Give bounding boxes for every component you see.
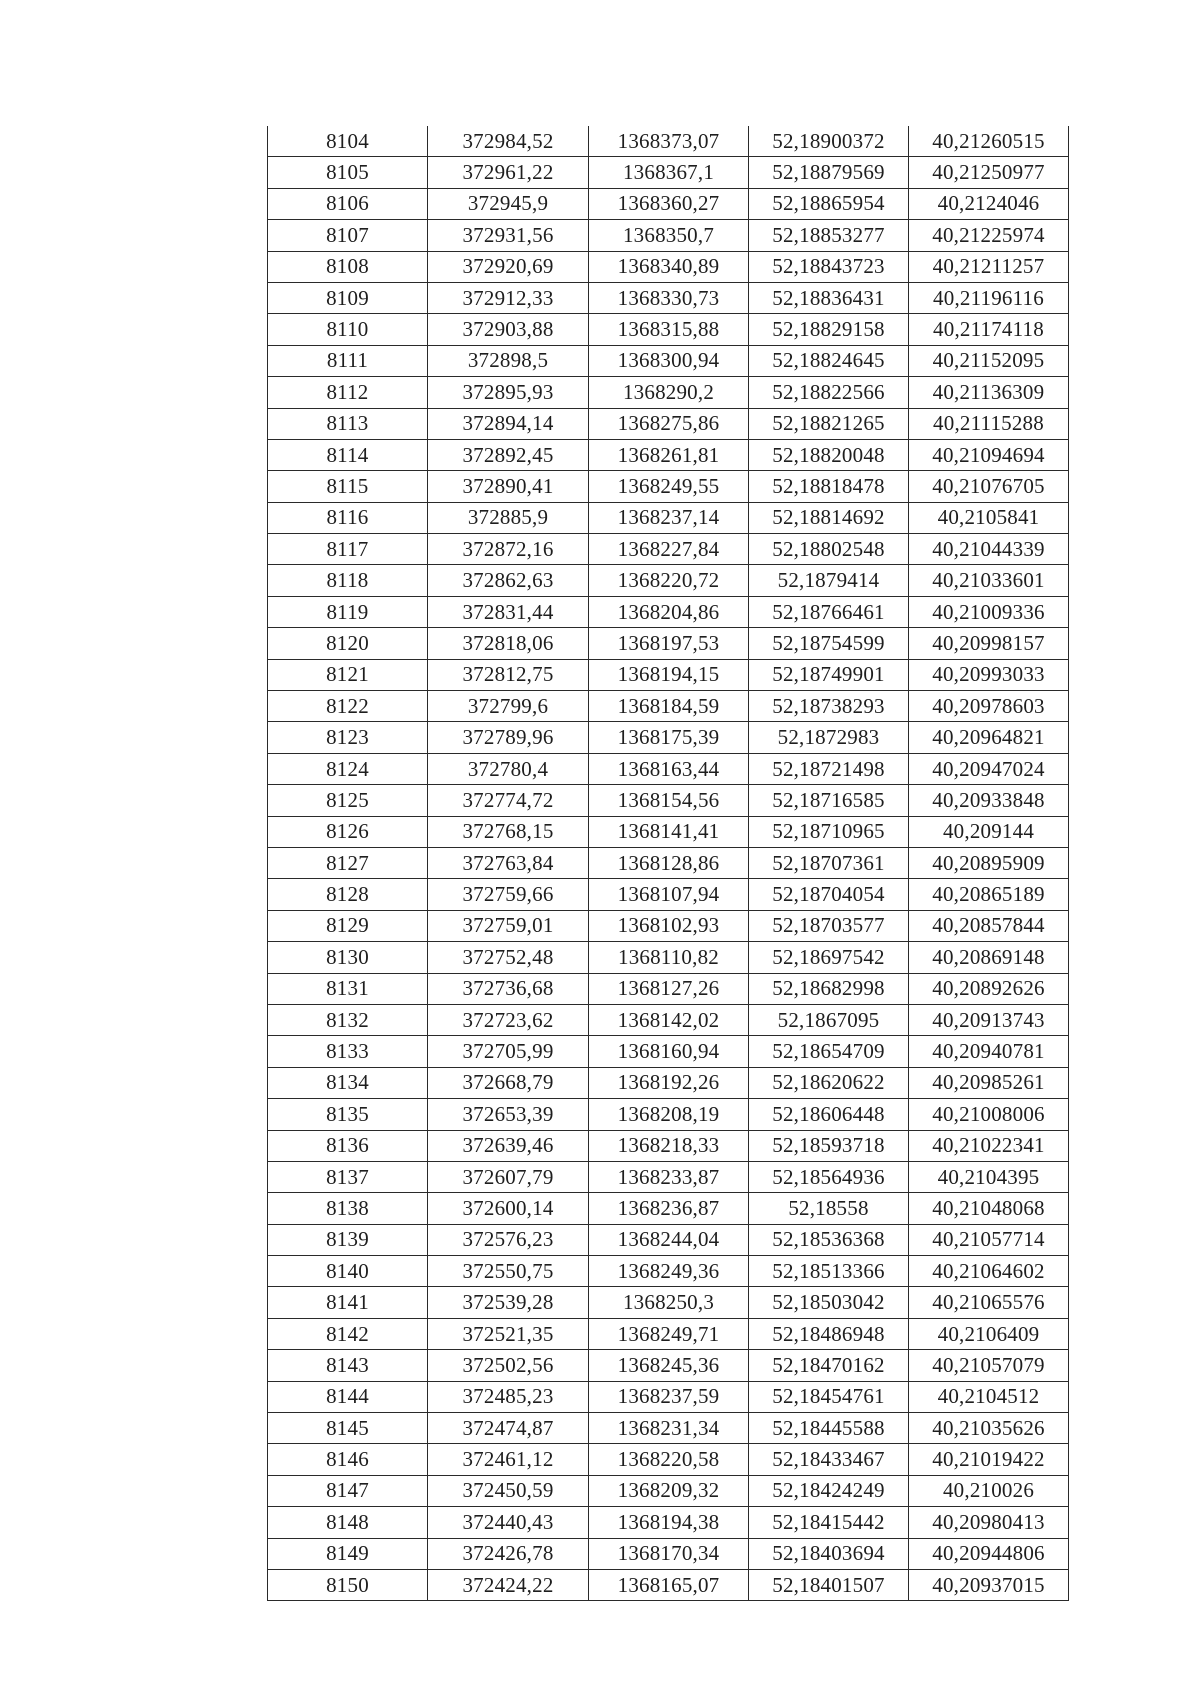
- longitude-cell: 40,21174118: [909, 314, 1069, 345]
- y-coordinate-cell: 1368250,3: [589, 1287, 749, 1318]
- longitude-cell: 40,2104512: [909, 1381, 1069, 1412]
- table-row: [268, 659, 1069, 690]
- x-coordinate-cell: 372912,33: [428, 282, 589, 313]
- x-coordinate-cell: 372440,43: [428, 1507, 589, 1538]
- latitude-cell: 52,18802548: [749, 534, 909, 565]
- point-number-cell: 8114: [268, 439, 428, 470]
- latitude-cell: 52,18536368: [749, 1224, 909, 1255]
- y-coordinate-cell: 1368249,36: [589, 1256, 749, 1287]
- y-coordinate-cell: 1368360,27: [589, 188, 749, 219]
- y-coordinate-cell: 1368128,86: [589, 847, 749, 878]
- latitude-cell: 52,18513366: [749, 1256, 909, 1287]
- latitude-cell: 52,18707361: [749, 847, 909, 878]
- latitude-cell: 52,18401507: [749, 1569, 909, 1600]
- latitude-cell: 52,18818478: [749, 471, 909, 502]
- x-coordinate-cell: 372474,87: [428, 1413, 589, 1444]
- table-row: [268, 1538, 1069, 1569]
- table-row: [268, 439, 1069, 470]
- table-row: [268, 1099, 1069, 1130]
- y-coordinate-cell: 1368218,33: [589, 1130, 749, 1161]
- x-coordinate-cell: 372945,9: [428, 188, 589, 219]
- longitude-cell: 40,20869148: [909, 942, 1069, 973]
- table-row: [268, 1569, 1069, 1600]
- latitude-cell: 52,18900372: [749, 126, 909, 157]
- point-number-cell: 8132: [268, 1004, 428, 1035]
- longitude-cell: 40,21019422: [909, 1444, 1069, 1475]
- x-coordinate-cell: 372903,88: [428, 314, 589, 345]
- point-number-cell: 8126: [268, 816, 428, 847]
- y-coordinate-cell: 1368300,94: [589, 345, 749, 376]
- latitude-cell: 52,18821265: [749, 408, 909, 439]
- coordinates-table: [267, 126, 1069, 1601]
- y-coordinate-cell: 1368127,26: [589, 973, 749, 1004]
- point-number-cell: 8109: [268, 282, 428, 313]
- longitude-cell: 40,20892626: [909, 973, 1069, 1004]
- table-row: [268, 565, 1069, 596]
- point-number-cell: 8108: [268, 251, 428, 282]
- point-number-cell: 8130: [268, 942, 428, 973]
- y-coordinate-cell: 1368245,36: [589, 1350, 749, 1381]
- x-coordinate-cell: 372424,22: [428, 1569, 589, 1600]
- x-coordinate-cell: 372639,46: [428, 1130, 589, 1161]
- x-coordinate-cell: 372812,75: [428, 659, 589, 690]
- longitude-cell: 40,20993033: [909, 659, 1069, 690]
- y-coordinate-cell: 1368237,14: [589, 502, 749, 533]
- longitude-cell: 40,21057714: [909, 1224, 1069, 1255]
- x-coordinate-cell: 372705,99: [428, 1036, 589, 1067]
- x-coordinate-cell: 372920,69: [428, 251, 589, 282]
- latitude-cell: 52,1867095: [749, 1004, 909, 1035]
- point-number-cell: 8121: [268, 659, 428, 690]
- table-row: [268, 1256, 1069, 1287]
- table-row: [268, 471, 1069, 502]
- longitude-cell: 40,21152095: [909, 345, 1069, 376]
- latitude-cell: 52,18710965: [749, 816, 909, 847]
- table-row: [268, 220, 1069, 251]
- table-row: [268, 1350, 1069, 1381]
- point-number-cell: 8136: [268, 1130, 428, 1161]
- x-coordinate-cell: 372931,56: [428, 220, 589, 251]
- point-number-cell: 8142: [268, 1318, 428, 1349]
- y-coordinate-cell: 1368160,94: [589, 1036, 749, 1067]
- x-coordinate-cell: 372759,66: [428, 879, 589, 910]
- table-row: [268, 345, 1069, 376]
- latitude-cell: 52,18766461: [749, 596, 909, 627]
- point-number-cell: 8141: [268, 1287, 428, 1318]
- longitude-cell: 40,21115288: [909, 408, 1069, 439]
- longitude-cell: 40,21211257: [909, 251, 1069, 282]
- y-coordinate-cell: 1368141,41: [589, 816, 749, 847]
- latitude-cell: 52,18721498: [749, 753, 909, 784]
- x-coordinate-cell: 372831,44: [428, 596, 589, 627]
- table-row: [268, 785, 1069, 816]
- table-row: [268, 251, 1069, 282]
- point-number-cell: 8140: [268, 1256, 428, 1287]
- latitude-cell: 52,18865954: [749, 188, 909, 219]
- longitude-cell: 40,21048068: [909, 1193, 1069, 1224]
- x-coordinate-cell: 372984,52: [428, 126, 589, 157]
- longitude-cell: 40,21064602: [909, 1256, 1069, 1287]
- latitude-cell: 52,18703577: [749, 910, 909, 941]
- table-row: [268, 1413, 1069, 1444]
- point-number-cell: 8145: [268, 1413, 428, 1444]
- longitude-cell: 40,21008006: [909, 1099, 1069, 1130]
- longitude-cell: 40,21033601: [909, 565, 1069, 596]
- x-coordinate-cell: 372607,79: [428, 1161, 589, 1192]
- longitude-cell: 40,21136309: [909, 377, 1069, 408]
- longitude-cell: 40,2124046: [909, 188, 1069, 219]
- x-coordinate-cell: 372521,35: [428, 1318, 589, 1349]
- table-row: [268, 282, 1069, 313]
- latitude-cell: 52,18433467: [749, 1444, 909, 1475]
- y-coordinate-cell: 1368194,15: [589, 659, 749, 690]
- point-number-cell: 8134: [268, 1067, 428, 1098]
- y-coordinate-cell: 1368175,39: [589, 722, 749, 753]
- table-row: [268, 1036, 1069, 1067]
- y-coordinate-cell: 1368261,81: [589, 439, 749, 470]
- x-coordinate-cell: 372502,56: [428, 1350, 589, 1381]
- x-coordinate-cell: 372768,15: [428, 816, 589, 847]
- table-row: [268, 942, 1069, 973]
- table-row: [268, 157, 1069, 188]
- latitude-cell: 52,18606448: [749, 1099, 909, 1130]
- longitude-cell: 40,209144: [909, 816, 1069, 847]
- point-number-cell: 8123: [268, 722, 428, 753]
- y-coordinate-cell: 1368275,86: [589, 408, 749, 439]
- x-coordinate-cell: 372894,14: [428, 408, 589, 439]
- x-coordinate-cell: 372895,93: [428, 377, 589, 408]
- longitude-cell: 40,20857844: [909, 910, 1069, 941]
- table-row: [268, 314, 1069, 345]
- table-row: [268, 1004, 1069, 1035]
- point-number-cell: 8128: [268, 879, 428, 910]
- longitude-cell: 40,20998157: [909, 628, 1069, 659]
- table-row: [268, 1381, 1069, 1412]
- point-number-cell: 8137: [268, 1161, 428, 1192]
- y-coordinate-cell: 1368194,38: [589, 1507, 749, 1538]
- point-number-cell: 8127: [268, 847, 428, 878]
- x-coordinate-cell: 372450,59: [428, 1475, 589, 1506]
- x-coordinate-cell: 372780,4: [428, 753, 589, 784]
- x-coordinate-cell: 372736,68: [428, 973, 589, 1004]
- longitude-cell: 40,20937015: [909, 1569, 1069, 1600]
- latitude-cell: 52,18564936: [749, 1161, 909, 1192]
- longitude-cell: 40,210026: [909, 1475, 1069, 1506]
- y-coordinate-cell: 1368102,93: [589, 910, 749, 941]
- table-row: [268, 1161, 1069, 1192]
- point-number-cell: 8106: [268, 188, 428, 219]
- point-number-cell: 8105: [268, 157, 428, 188]
- longitude-cell: 40,20944806: [909, 1538, 1069, 1569]
- longitude-cell: 40,20964821: [909, 722, 1069, 753]
- longitude-cell: 40,21225974: [909, 220, 1069, 251]
- longitude-cell: 40,21250977: [909, 157, 1069, 188]
- x-coordinate-cell: 372485,23: [428, 1381, 589, 1412]
- table-row: [268, 408, 1069, 439]
- point-number-cell: 8104: [268, 126, 428, 157]
- point-number-cell: 8139: [268, 1224, 428, 1255]
- table-row: [268, 1475, 1069, 1506]
- y-coordinate-cell: 1368184,59: [589, 691, 749, 722]
- longitude-cell: 40,20913743: [909, 1004, 1069, 1035]
- longitude-cell: 40,20940781: [909, 1036, 1069, 1067]
- latitude-cell: 52,18697542: [749, 942, 909, 973]
- x-coordinate-cell: 372653,39: [428, 1099, 589, 1130]
- table-row: [268, 910, 1069, 941]
- table-row: [268, 1067, 1069, 1098]
- point-number-cell: 8150: [268, 1569, 428, 1600]
- longitude-cell: 40,21044339: [909, 534, 1069, 565]
- latitude-cell: 52,18836431: [749, 282, 909, 313]
- point-number-cell: 8133: [268, 1036, 428, 1067]
- table-row: [268, 847, 1069, 878]
- x-coordinate-cell: 372550,75: [428, 1256, 589, 1287]
- table-row: [268, 596, 1069, 627]
- point-number-cell: 8112: [268, 377, 428, 408]
- y-coordinate-cell: 1368233,87: [589, 1161, 749, 1192]
- x-coordinate-cell: 372789,96: [428, 722, 589, 753]
- latitude-cell: 52,18843723: [749, 251, 909, 282]
- y-coordinate-cell: 1368154,56: [589, 785, 749, 816]
- latitude-cell: 52,18424249: [749, 1475, 909, 1506]
- latitude-cell: 52,18558: [749, 1193, 909, 1224]
- latitude-cell: 52,18879569: [749, 157, 909, 188]
- y-coordinate-cell: 1368237,59: [589, 1381, 749, 1412]
- point-number-cell: 8125: [268, 785, 428, 816]
- latitude-cell: 52,18738293: [749, 691, 909, 722]
- latitude-cell: 52,18654709: [749, 1036, 909, 1067]
- y-coordinate-cell: 1368330,73: [589, 282, 749, 313]
- x-coordinate-cell: 372539,28: [428, 1287, 589, 1318]
- y-coordinate-cell: 1368192,26: [589, 1067, 749, 1098]
- longitude-cell: 40,21035626: [909, 1413, 1069, 1444]
- x-coordinate-cell: 372763,84: [428, 847, 589, 878]
- x-coordinate-cell: 372723,62: [428, 1004, 589, 1035]
- y-coordinate-cell: 1368204,86: [589, 596, 749, 627]
- y-coordinate-cell: 1368290,2: [589, 377, 749, 408]
- y-coordinate-cell: 1368110,82: [589, 942, 749, 973]
- y-coordinate-cell: 1368315,88: [589, 314, 749, 345]
- y-coordinate-cell: 1368163,44: [589, 753, 749, 784]
- table-row: [268, 1130, 1069, 1161]
- x-coordinate-cell: 372961,22: [428, 157, 589, 188]
- y-coordinate-cell: 1368249,71: [589, 1318, 749, 1349]
- latitude-cell: 52,18749901: [749, 659, 909, 690]
- y-coordinate-cell: 1368197,53: [589, 628, 749, 659]
- latitude-cell: 52,18820048: [749, 439, 909, 470]
- point-number-cell: 8131: [268, 973, 428, 1004]
- table-row: [268, 628, 1069, 659]
- point-number-cell: 8115: [268, 471, 428, 502]
- table-row: [268, 502, 1069, 533]
- table-row: [268, 188, 1069, 219]
- y-coordinate-cell: 1368208,19: [589, 1099, 749, 1130]
- coordinates-table-body: [268, 126, 1069, 1601]
- table-row: [268, 1318, 1069, 1349]
- longitude-cell: 40,21260515: [909, 126, 1069, 157]
- point-number-cell: 8124: [268, 753, 428, 784]
- table-row: [268, 1224, 1069, 1255]
- x-coordinate-cell: 372774,72: [428, 785, 589, 816]
- y-coordinate-cell: 1368231,34: [589, 1413, 749, 1444]
- point-number-cell: 8107: [268, 220, 428, 251]
- latitude-cell: 52,18445588: [749, 1413, 909, 1444]
- x-coordinate-cell: 372752,48: [428, 942, 589, 973]
- latitude-cell: 52,18853277: [749, 220, 909, 251]
- point-number-cell: 8138: [268, 1193, 428, 1224]
- point-number-cell: 8148: [268, 1507, 428, 1538]
- point-number-cell: 8143: [268, 1350, 428, 1381]
- table-row: [268, 691, 1069, 722]
- y-coordinate-cell: 1368340,89: [589, 251, 749, 282]
- x-coordinate-cell: 372890,41: [428, 471, 589, 502]
- table-row: [268, 722, 1069, 753]
- y-coordinate-cell: 1368367,1: [589, 157, 749, 188]
- table-row: [268, 973, 1069, 1004]
- table-row: [268, 377, 1069, 408]
- latitude-cell: 52,18415442: [749, 1507, 909, 1538]
- table-row: [268, 753, 1069, 784]
- point-number-cell: 8129: [268, 910, 428, 941]
- longitude-cell: 40,2105841: [909, 502, 1069, 533]
- longitude-cell: 40,20933848: [909, 785, 1069, 816]
- y-coordinate-cell: 1368220,72: [589, 565, 749, 596]
- longitude-cell: 40,21076705: [909, 471, 1069, 502]
- longitude-cell: 40,20865189: [909, 879, 1069, 910]
- point-number-cell: 8119: [268, 596, 428, 627]
- latitude-cell: 52,18403694: [749, 1538, 909, 1569]
- table-row: [268, 534, 1069, 565]
- longitude-cell: 40,20895909: [909, 847, 1069, 878]
- latitude-cell: 52,18824645: [749, 345, 909, 376]
- latitude-cell: 52,18814692: [749, 502, 909, 533]
- y-coordinate-cell: 1368227,84: [589, 534, 749, 565]
- longitude-cell: 40,20985261: [909, 1067, 1069, 1098]
- table-row: [268, 1287, 1069, 1318]
- longitude-cell: 40,21094694: [909, 439, 1069, 470]
- point-number-cell: 8149: [268, 1538, 428, 1569]
- table-row: [268, 1444, 1069, 1475]
- latitude-cell: 52,18620622: [749, 1067, 909, 1098]
- point-number-cell: 8144: [268, 1381, 428, 1412]
- table-row: [268, 1507, 1069, 1538]
- table-row: [268, 816, 1069, 847]
- point-number-cell: 8110: [268, 314, 428, 345]
- latitude-cell: 52,18829158: [749, 314, 909, 345]
- x-coordinate-cell: 372461,12: [428, 1444, 589, 1475]
- table-row: [268, 126, 1069, 157]
- y-coordinate-cell: 1368165,07: [589, 1569, 749, 1600]
- table-row: [268, 1193, 1069, 1224]
- x-coordinate-cell: 372426,78: [428, 1538, 589, 1569]
- y-coordinate-cell: 1368244,04: [589, 1224, 749, 1255]
- y-coordinate-cell: 1368142,02: [589, 1004, 749, 1035]
- y-coordinate-cell: 1368373,07: [589, 126, 749, 157]
- latitude-cell: 52,18593718: [749, 1130, 909, 1161]
- latitude-cell: 52,18682998: [749, 973, 909, 1004]
- longitude-cell: 40,20980413: [909, 1507, 1069, 1538]
- latitude-cell: 52,18704054: [749, 879, 909, 910]
- latitude-cell: 52,1879414: [749, 565, 909, 596]
- latitude-cell: 52,1872983: [749, 722, 909, 753]
- point-number-cell: 8113: [268, 408, 428, 439]
- longitude-cell: 40,2104395: [909, 1161, 1069, 1192]
- x-coordinate-cell: 372885,9: [428, 502, 589, 533]
- y-coordinate-cell: 1368236,87: [589, 1193, 749, 1224]
- x-coordinate-cell: 372759,01: [428, 910, 589, 941]
- latitude-cell: 52,18470162: [749, 1350, 909, 1381]
- point-number-cell: 8146: [268, 1444, 428, 1475]
- latitude-cell: 52,18486948: [749, 1318, 909, 1349]
- x-coordinate-cell: 372862,63: [428, 565, 589, 596]
- longitude-cell: 40,21065576: [909, 1287, 1069, 1318]
- table-row: [268, 879, 1069, 910]
- y-coordinate-cell: 1368170,34: [589, 1538, 749, 1569]
- longitude-cell: 40,21022341: [909, 1130, 1069, 1161]
- point-number-cell: 8135: [268, 1099, 428, 1130]
- point-number-cell: 8117: [268, 534, 428, 565]
- longitude-cell: 40,20947024: [909, 753, 1069, 784]
- y-coordinate-cell: 1368220,58: [589, 1444, 749, 1475]
- x-coordinate-cell: 372898,5: [428, 345, 589, 376]
- latitude-cell: 52,18503042: [749, 1287, 909, 1318]
- y-coordinate-cell: 1368107,94: [589, 879, 749, 910]
- point-number-cell: 8111: [268, 345, 428, 376]
- x-coordinate-cell: 372576,23: [428, 1224, 589, 1255]
- y-coordinate-cell: 1368209,32: [589, 1475, 749, 1506]
- x-coordinate-cell: 372892,45: [428, 439, 589, 470]
- longitude-cell: 40,20978603: [909, 691, 1069, 722]
- x-coordinate-cell: 372600,14: [428, 1193, 589, 1224]
- x-coordinate-cell: 372818,06: [428, 628, 589, 659]
- x-coordinate-cell: 372668,79: [428, 1067, 589, 1098]
- point-number-cell: 8118: [268, 565, 428, 596]
- latitude-cell: 52,18822566: [749, 377, 909, 408]
- x-coordinate-cell: 372872,16: [428, 534, 589, 565]
- y-coordinate-cell: 1368249,55: [589, 471, 749, 502]
- point-number-cell: 8116: [268, 502, 428, 533]
- latitude-cell: 52,18716585: [749, 785, 909, 816]
- longitude-cell: 40,21196116: [909, 282, 1069, 313]
- point-number-cell: 8122: [268, 691, 428, 722]
- y-coordinate-cell: 1368350,7: [589, 220, 749, 251]
- longitude-cell: 40,21057079: [909, 1350, 1069, 1381]
- x-coordinate-cell: 372799,6: [428, 691, 589, 722]
- latitude-cell: 52,18454761: [749, 1381, 909, 1412]
- point-number-cell: 8147: [268, 1475, 428, 1506]
- longitude-cell: 40,2106409: [909, 1318, 1069, 1349]
- point-number-cell: 8120: [268, 628, 428, 659]
- latitude-cell: 52,18754599: [749, 628, 909, 659]
- longitude-cell: 40,21009336: [909, 596, 1069, 627]
